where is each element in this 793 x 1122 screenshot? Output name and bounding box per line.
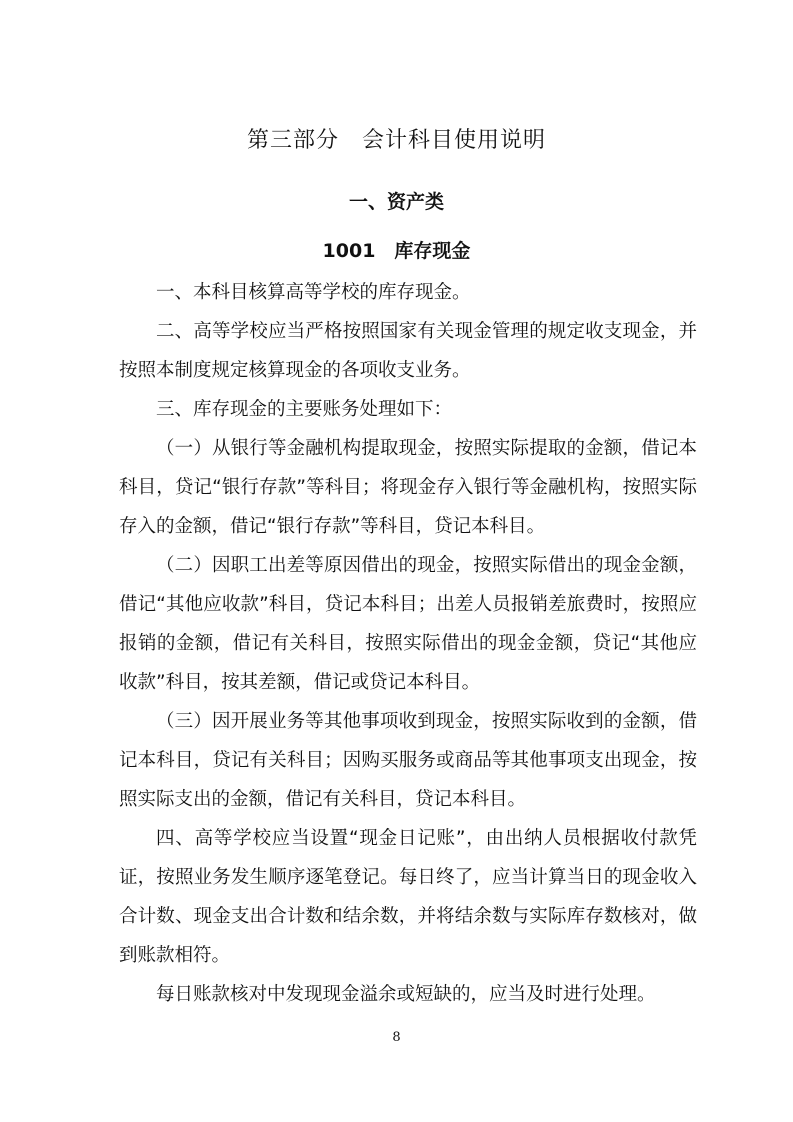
paragraph: 四、高等学校应当设置“现金日记账”，由出纳人员根据收付款凭证，按照业务发生顺序逐笔登记。每日终了，应当计算当日的现金收入合计数、现金支出合计数和结余数，并将结余数与实际库存数核对，做到账款相符。 — [119, 828, 697, 966]
paragraph: 每日账款核对中发现现金溢余或短缺的，应当及时进行处理。 — [156, 984, 656, 1005]
page-title: 第三部分 会计科目使用说明 — [246, 128, 546, 153]
paragraph: （二）因职工出差等原因借出的现金，按照实际借出的现金金额，借记“其他应收款”科目，贷记本科目；出差人员报销差旅费时，按照应报销的金额，借记有关科目，按照实际借出的现金金额，贷记“其他应收款”科目，按其差额，借记或贷记本科目。 — [119, 555, 697, 693]
section-heading: 一、资产类 — [348, 191, 444, 213]
body-text — [119, 273, 697, 1014]
paragraph: 三、库存现金的主要账务处理如下： — [156, 399, 453, 420]
account-heading: 1001 库存现金 — [322, 240, 471, 262]
page-number: 8 — [392, 1030, 401, 1045]
paragraph: 一、本科目核算高等学校的库存现金。 — [156, 282, 471, 303]
paragraph: （一）从银行等金融机构提取现金，按照实际提取的金额，借记本科目，贷记“银行存款”等科目；将现金存入银行等金融机构，按照实际存入的金额，借记“银行存款”等科目，贷记本科目。 — [119, 438, 697, 537]
paragraph: 二、高等学校应当严格按照国家有关现金管理的规定收支现金，并按照本制度规定核算现金的各项收支业务。 — [119, 321, 697, 381]
paragraph: （三）因开展业务等其他事项收到现金，按照实际收到的金额，借记本科目，贷记有关科目；因购买服务或商品等其他事项支出现金，按照实际支出的金额，借记有关科目，贷记本科目。 — [119, 711, 697, 810]
